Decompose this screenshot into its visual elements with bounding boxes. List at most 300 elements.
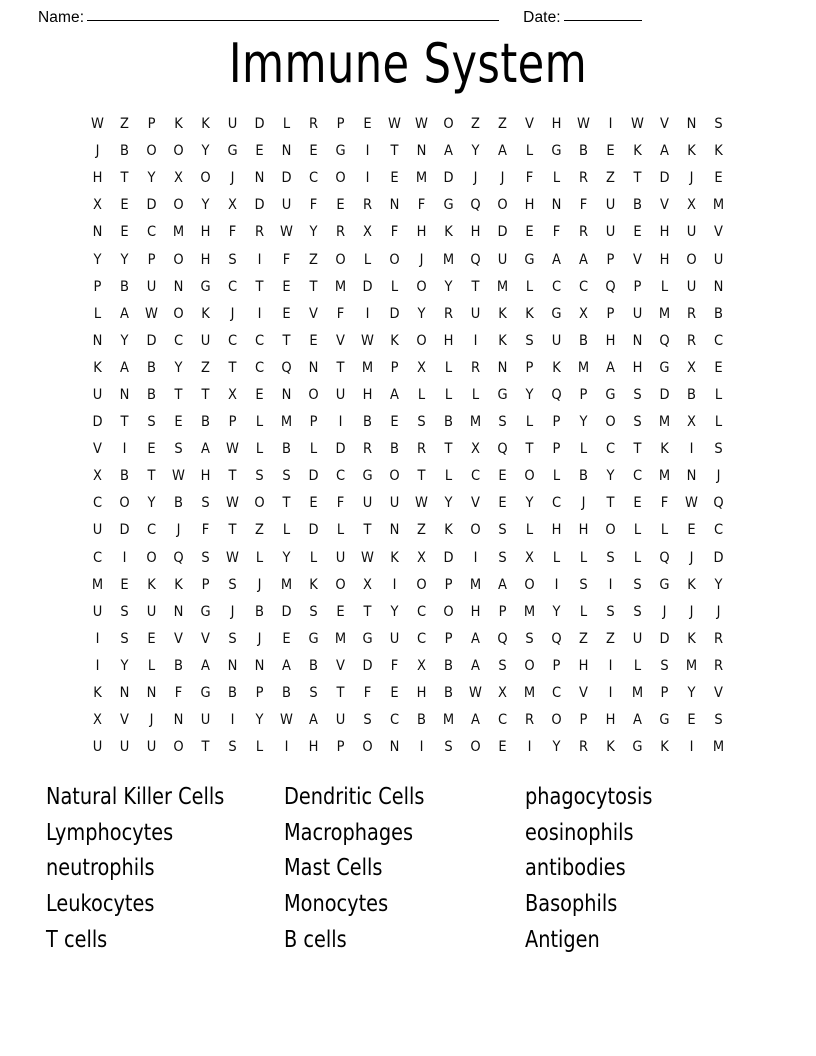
grid-cell[interactable]: A — [579, 251, 588, 268]
grid-cell[interactable]: E — [309, 143, 318, 160]
grid-cell[interactable]: L — [660, 278, 669, 295]
grid-cell[interactable]: K — [444, 522, 453, 539]
grid-cell[interactable]: R — [713, 630, 724, 647]
grid-cell[interactable]: L — [552, 170, 561, 187]
grid-cell[interactable]: B — [444, 657, 453, 674]
grid-cell[interactable]: W — [226, 549, 239, 566]
grid-cell[interactable]: K — [606, 739, 615, 756]
grid-cell[interactable]: M — [658, 414, 671, 431]
grid-cell[interactable]: K — [201, 305, 210, 322]
grid-cell[interactable]: D — [659, 630, 670, 647]
grid-cell[interactable]: O — [173, 739, 184, 756]
grid-cell[interactable]: I — [689, 441, 694, 458]
grid-cell[interactable]: K — [147, 576, 156, 593]
grid-cell[interactable]: F — [228, 224, 237, 241]
grid-cell[interactable]: K — [660, 739, 669, 756]
grid-cell[interactable]: T — [309, 278, 318, 295]
grid-cell[interactable]: S — [120, 603, 129, 620]
grid-cell[interactable]: L — [282, 522, 291, 539]
grid-cell[interactable]: D — [659, 170, 670, 187]
grid-cell[interactable]: Q — [659, 549, 670, 566]
grid-cell[interactable]: O — [416, 576, 427, 593]
grid-cell[interactable]: D — [443, 549, 454, 566]
grid-cell[interactable]: J — [95, 143, 100, 160]
grid-cell[interactable]: E — [498, 468, 507, 485]
grid-cell[interactable]: P — [525, 359, 534, 376]
grid-cell[interactable]: Y — [390, 603, 399, 620]
grid-cell[interactable]: X — [174, 170, 183, 187]
grid-cell[interactable]: B — [579, 143, 588, 160]
word-list-item[interactable]: Natural Killer Cells — [46, 784, 225, 810]
grid-cell[interactable]: T — [336, 359, 345, 376]
grid-cell[interactable]: T — [228, 359, 237, 376]
grid-cell[interactable]: S — [228, 576, 237, 593]
word-list-item[interactable]: eosinophils — [525, 819, 634, 846]
grid-cell[interactable]: G — [659, 576, 670, 593]
grid-cell[interactable]: E — [309, 495, 318, 512]
grid-cell[interactable]: A — [120, 305, 129, 322]
grid-cell[interactable]: M — [496, 278, 509, 295]
grid-cell[interactable]: L — [660, 522, 669, 539]
grid-cell[interactable]: A — [120, 359, 129, 376]
grid-cell[interactable]: N — [389, 197, 400, 214]
grid-cell[interactable]: J — [689, 170, 694, 187]
grid-cell[interactable]: E — [309, 332, 318, 349]
grid-cell[interactable]: M — [712, 739, 725, 756]
grid-cell[interactable]: W — [361, 549, 374, 566]
grid-cell[interactable]: X — [498, 685, 507, 702]
grid-cell[interactable]: H — [308, 739, 319, 756]
grid-cell[interactable]: U — [119, 739, 130, 756]
grid-cell[interactable]: T — [201, 386, 210, 403]
word-list-item[interactable]: Dendritic Cells — [284, 784, 425, 810]
grid-cell[interactable]: X — [471, 441, 480, 458]
grid-cell[interactable]: K — [201, 116, 210, 133]
grid-cell[interactable]: A — [282, 657, 291, 674]
word-list-item[interactable]: neutrophils — [46, 855, 155, 882]
grid-cell[interactable]: E — [336, 603, 345, 620]
grid-cell[interactable]: A — [498, 576, 507, 593]
grid-cell[interactable]: G — [200, 685, 211, 702]
grid-cell[interactable]: V — [525, 116, 534, 133]
grid-cell[interactable]: O — [497, 197, 508, 214]
grid-cell[interactable]: S — [633, 576, 642, 593]
grid-cell[interactable]: E — [147, 630, 156, 647]
grid-cell[interactable]: Y — [120, 657, 129, 674]
grid-cell[interactable]: K — [498, 305, 507, 322]
grid-cell[interactable]: U — [335, 712, 346, 729]
grid-cell[interactable]: C — [470, 468, 481, 485]
grid-cell[interactable]: V — [120, 712, 129, 729]
grid-cell[interactable]: P — [498, 603, 507, 620]
grid-cell[interactable]: B — [228, 685, 237, 702]
grid-cell[interactable]: S — [228, 251, 237, 268]
grid-cell[interactable]: L — [390, 278, 399, 295]
grid-cell[interactable]: Z — [417, 522, 426, 539]
grid-cell[interactable]: I — [284, 739, 289, 756]
word-list-item[interactable]: Antigen — [525, 926, 600, 953]
grid-cell[interactable]: M — [361, 359, 374, 376]
grid-cell[interactable]: T — [228, 522, 237, 539]
grid-cell[interactable]: M — [523, 603, 536, 620]
grid-cell[interactable]: S — [714, 441, 723, 458]
grid-cell[interactable]: P — [147, 116, 156, 133]
grid-cell[interactable]: O — [551, 712, 562, 729]
grid-cell[interactable]: B — [579, 332, 588, 349]
grid-cell[interactable]: O — [362, 739, 373, 756]
grid-cell[interactable]: S — [606, 549, 615, 566]
grid-cell[interactable]: O — [173, 305, 184, 322]
grid-cell[interactable]: I — [608, 685, 613, 702]
grid-cell[interactable]: G — [227, 143, 238, 160]
grid-cell[interactable]: G — [443, 197, 454, 214]
grid-cell[interactable]: C — [632, 468, 643, 485]
grid-cell[interactable]: X — [363, 576, 372, 593]
grid-cell[interactable]: J — [176, 522, 181, 539]
grid-cell[interactable]: B — [444, 414, 453, 431]
grid-cell[interactable]: F — [363, 685, 372, 702]
grid-cell[interactable]: E — [525, 224, 534, 241]
grid-cell[interactable]: L — [309, 441, 318, 458]
grid-cell[interactable]: C — [497, 712, 508, 729]
grid-cell[interactable]: U — [92, 739, 103, 756]
grid-cell[interactable]: M — [172, 224, 185, 241]
grid-cell[interactable]: Y — [444, 495, 453, 512]
grid-cell[interactable]: S — [633, 603, 642, 620]
grid-cell[interactable]: H — [470, 603, 481, 620]
grid-cell[interactable]: L — [255, 414, 264, 431]
grid-cell[interactable]: E — [255, 143, 264, 160]
grid-cell[interactable]: A — [444, 143, 453, 160]
grid-cell[interactable]: G — [200, 603, 211, 620]
grid-cell[interactable]: J — [689, 603, 694, 620]
grid-cell[interactable]: O — [605, 414, 616, 431]
grid-cell[interactable]: E — [120, 224, 129, 241]
grid-cell[interactable]: Q — [497, 630, 508, 647]
grid-cell[interactable]: M — [658, 468, 671, 485]
grid-cell[interactable]: X — [417, 359, 426, 376]
grid-cell[interactable]: O — [470, 522, 481, 539]
grid-cell[interactable]: G — [362, 468, 373, 485]
grid-cell[interactable]: Y — [552, 739, 561, 756]
grid-cell[interactable]: N — [686, 116, 697, 133]
grid-cell[interactable]: Z — [606, 630, 615, 647]
grid-cell[interactable]: H — [200, 224, 211, 241]
grid-cell[interactable]: D — [362, 278, 373, 295]
grid-cell[interactable]: O — [524, 468, 535, 485]
grid-cell[interactable]: W — [91, 116, 104, 133]
grid-cell[interactable]: C — [227, 332, 238, 349]
grid-cell[interactable]: U — [497, 251, 508, 268]
grid-cell[interactable]: Y — [309, 224, 318, 241]
grid-cell[interactable]: B — [147, 359, 156, 376]
grid-cell[interactable]: K — [660, 441, 669, 458]
grid-cell[interactable]: N — [92, 224, 103, 241]
grid-cell[interactable]: G — [308, 630, 319, 647]
grid-cell[interactable]: N — [92, 332, 103, 349]
grid-cell[interactable]: A — [660, 143, 669, 160]
grid-cell[interactable]: D — [146, 197, 157, 214]
grid-cell[interactable]: X — [525, 549, 534, 566]
word-list-item[interactable]: Leukocytes — [46, 891, 155, 918]
grid-cell[interactable]: U — [281, 197, 292, 214]
grid-cell[interactable]: F — [309, 197, 318, 214]
grid-cell[interactable]: N — [551, 197, 562, 214]
grid-cell[interactable]: S — [255, 468, 264, 485]
grid-cell[interactable]: S — [525, 332, 534, 349]
grid-cell[interactable]: G — [200, 278, 211, 295]
grid-cell[interactable]: L — [552, 549, 561, 566]
grid-cell[interactable]: O — [605, 522, 616, 539]
grid-cell[interactable]: T — [363, 603, 372, 620]
grid-cell[interactable]: T — [120, 414, 129, 431]
grid-cell[interactable]: A — [606, 359, 615, 376]
word-list-item[interactable]: antibodies — [525, 855, 626, 882]
grid-cell[interactable]: G — [659, 712, 670, 729]
grid-cell[interactable]: N — [119, 685, 130, 702]
grid-cell[interactable]: G — [497, 386, 508, 403]
grid-cell[interactable]: S — [498, 414, 507, 431]
grid-cell[interactable]: O — [443, 603, 454, 620]
grid-cell[interactable]: O — [416, 278, 427, 295]
grid-cell[interactable]: H — [443, 332, 454, 349]
grid-cell[interactable]: Y — [255, 712, 264, 729]
grid-cell[interactable]: H — [551, 522, 562, 539]
grid-cell[interactable]: D — [308, 468, 319, 485]
grid-cell[interactable]: I — [257, 305, 262, 322]
grid-cell[interactable]: O — [524, 657, 535, 674]
grid-cell[interactable]: G — [659, 359, 670, 376]
grid-cell[interactable]: I — [392, 576, 397, 593]
grid-cell[interactable]: B — [282, 685, 291, 702]
grid-cell[interactable]: G — [335, 143, 346, 160]
grid-cell[interactable]: X — [417, 549, 426, 566]
grid-cell[interactable]: F — [336, 495, 345, 512]
grid-cell[interactable]: I — [122, 441, 127, 458]
grid-cell[interactable]: M — [91, 576, 104, 593]
grid-cell[interactable]: G — [632, 739, 643, 756]
grid-cell[interactable]: Y — [417, 305, 426, 322]
grid-cell[interactable]: Z — [471, 116, 480, 133]
grid-cell[interactable]: I — [95, 630, 100, 647]
grid-cell[interactable]: N — [281, 386, 292, 403]
grid-cell[interactable]: S — [579, 576, 588, 593]
grid-cell[interactable]: P — [552, 657, 561, 674]
grid-cell[interactable]: H — [578, 657, 589, 674]
grid-cell[interactable]: P — [606, 305, 615, 322]
grid-cell[interactable]: W — [145, 305, 158, 322]
grid-cell[interactable]: W — [280, 224, 293, 241]
grid-cell[interactable]: U — [713, 251, 724, 268]
grid-cell[interactable]: N — [227, 657, 238, 674]
grid-cell[interactable]: W — [415, 495, 428, 512]
grid-cell[interactable]: E — [390, 170, 399, 187]
grid-cell[interactable]: T — [228, 468, 237, 485]
grid-cell[interactable]: U — [362, 495, 373, 512]
grid-cell[interactable]: Y — [579, 414, 588, 431]
grid-cell[interactable]: T — [633, 170, 642, 187]
grid-cell[interactable]: Y — [471, 143, 480, 160]
grid-cell[interactable]: J — [716, 468, 721, 485]
grid-cell[interactable]: J — [473, 170, 478, 187]
grid-cell[interactable]: B — [147, 386, 156, 403]
grid-cell[interactable]: O — [335, 170, 346, 187]
grid-cell[interactable]: I — [338, 414, 343, 431]
grid-cell[interactable]: W — [685, 495, 698, 512]
grid-cell[interactable]: P — [633, 278, 642, 295]
grid-cell[interactable]: T — [174, 386, 183, 403]
grid-cell[interactable]: Y — [282, 549, 291, 566]
grid-cell[interactable]: N — [308, 359, 319, 376]
grid-cell[interactable]: U — [605, 224, 616, 241]
grid-cell[interactable]: R — [686, 305, 697, 322]
grid-cell[interactable]: V — [174, 630, 183, 647]
grid-cell[interactable]: M — [334, 630, 347, 647]
grid-cell[interactable]: Q — [173, 549, 184, 566]
name-input-line[interactable] — [87, 20, 499, 21]
grid-cell[interactable]: E — [498, 739, 507, 756]
grid-cell[interactable]: F — [525, 170, 534, 187]
grid-cell[interactable]: F — [282, 251, 291, 268]
grid-cell[interactable]: J — [230, 603, 235, 620]
grid-cell[interactable]: Y — [93, 251, 102, 268]
grid-cell[interactable]: L — [579, 549, 588, 566]
grid-cell[interactable]: C — [146, 224, 157, 241]
grid-cell[interactable]: M — [280, 576, 293, 593]
grid-cell[interactable]: Q — [281, 359, 292, 376]
grid-cell[interactable]: J — [689, 549, 694, 566]
grid-cell[interactable]: U — [92, 603, 103, 620]
grid-cell[interactable]: V — [336, 657, 345, 674]
grid-cell[interactable]: Y — [147, 495, 156, 512]
grid-cell[interactable]: L — [525, 414, 534, 431]
grid-cell[interactable]: P — [228, 414, 237, 431]
grid-cell[interactable]: S — [417, 414, 426, 431]
grid-cell[interactable]: U — [92, 522, 103, 539]
grid-cell[interactable]: Z — [579, 630, 588, 647]
grid-cell[interactable]: D — [281, 603, 292, 620]
grid-cell[interactable]: C — [389, 712, 400, 729]
grid-cell[interactable]: E — [687, 712, 696, 729]
grid-cell[interactable]: B — [714, 305, 723, 322]
grid-cell[interactable]: L — [444, 359, 453, 376]
grid-cell[interactable]: B — [363, 414, 372, 431]
grid-cell[interactable]: K — [714, 143, 723, 160]
grid-cell[interactable]: W — [280, 712, 293, 729]
grid-cell[interactable]: T — [201, 739, 210, 756]
grid-cell[interactable]: C — [173, 332, 184, 349]
grid-cell[interactable]: E — [390, 685, 399, 702]
grid-cell[interactable]: N — [686, 468, 697, 485]
grid-cell[interactable]: U — [335, 549, 346, 566]
grid-cell[interactable]: N — [389, 522, 400, 539]
grid-cell[interactable]: L — [444, 468, 453, 485]
grid-cell[interactable]: T — [606, 495, 615, 512]
grid-cell[interactable]: O — [146, 143, 157, 160]
grid-cell[interactable]: J — [230, 170, 235, 187]
grid-cell[interactable]: V — [633, 251, 642, 268]
grid-cell[interactable]: D — [497, 224, 508, 241]
word-list-item[interactable]: B cells — [284, 926, 347, 953]
grid-cell[interactable]: L — [93, 305, 102, 322]
grid-cell[interactable]: L — [417, 386, 426, 403]
grid-cell[interactable]: G — [605, 386, 616, 403]
word-list-item[interactable]: Basophils — [525, 891, 618, 918]
grid-cell[interactable]: T — [363, 522, 372, 539]
grid-cell[interactable]: L — [336, 522, 345, 539]
grid-cell[interactable]: L — [552, 468, 561, 485]
grid-cell[interactable]: M — [415, 170, 428, 187]
grid-cell[interactable]: R — [524, 712, 535, 729]
grid-cell[interactable]: A — [390, 386, 399, 403]
grid-cell[interactable]: D — [443, 170, 454, 187]
grid-cell[interactable]: I — [95, 657, 100, 674]
grid-cell[interactable]: C — [578, 278, 589, 295]
grid-cell[interactable]: M — [469, 576, 482, 593]
grid-cell[interactable]: G — [551, 305, 562, 322]
grid-cell[interactable]: K — [498, 332, 507, 349]
grid-cell[interactable]: O — [119, 495, 130, 512]
grid-cell[interactable]: D — [659, 386, 670, 403]
grid-cell[interactable]: N — [254, 657, 265, 674]
grid-cell[interactable]: W — [226, 495, 239, 512]
grid-cell[interactable]: C — [308, 170, 319, 187]
grid-cell[interactable]: Y — [147, 170, 156, 187]
grid-cell[interactable]: P — [552, 414, 561, 431]
grid-cell[interactable]: Y — [174, 359, 183, 376]
grid-cell[interactable]: C — [605, 441, 616, 458]
grid-cell[interactable]: S — [228, 630, 237, 647]
grid-cell[interactable]: F — [552, 224, 561, 241]
grid-cell[interactable]: P — [606, 251, 615, 268]
grid-cell[interactable]: C — [713, 332, 724, 349]
grid-cell[interactable]: S — [120, 630, 129, 647]
grid-cell[interactable]: H — [605, 712, 616, 729]
grid-cell[interactable]: U — [470, 305, 481, 322]
grid-cell[interactable]: S — [660, 657, 669, 674]
grid-cell[interactable]: H — [659, 251, 670, 268]
grid-cell[interactable]: E — [120, 576, 129, 593]
grid-cell[interactable]: W — [415, 116, 428, 133]
grid-cell[interactable]: N — [119, 386, 130, 403]
grid-cell[interactable]: O — [443, 116, 454, 133]
grid-cell[interactable]: V — [309, 305, 318, 322]
grid-cell[interactable]: S — [498, 522, 507, 539]
grid-cell[interactable]: B — [255, 603, 264, 620]
grid-cell[interactable]: D — [146, 332, 157, 349]
grid-cell[interactable]: R — [254, 224, 265, 241]
grid-cell[interactable]: T — [390, 143, 399, 160]
grid-cell[interactable]: S — [525, 630, 534, 647]
grid-cell[interactable]: D — [335, 441, 346, 458]
grid-cell[interactable]: P — [444, 576, 453, 593]
grid-cell[interactable]: L — [255, 739, 264, 756]
grid-cell[interactable]: A — [309, 712, 318, 729]
grid-cell[interactable]: L — [525, 143, 534, 160]
grid-cell[interactable]: B — [444, 685, 453, 702]
grid-cell[interactable]: U — [389, 630, 400, 647]
grid-cell[interactable]: X — [579, 305, 588, 322]
grid-cell[interactable]: P — [579, 386, 588, 403]
grid-cell[interactable]: I — [527, 739, 532, 756]
grid-cell[interactable]: I — [365, 170, 370, 187]
grid-cell[interactable]: C — [713, 522, 724, 539]
grid-cell[interactable]: A — [471, 657, 480, 674]
grid-cell[interactable]: C — [335, 468, 346, 485]
grid-cell[interactable]: S — [444, 739, 453, 756]
grid-cell[interactable]: U — [389, 495, 400, 512]
grid-cell[interactable]: A — [498, 143, 507, 160]
